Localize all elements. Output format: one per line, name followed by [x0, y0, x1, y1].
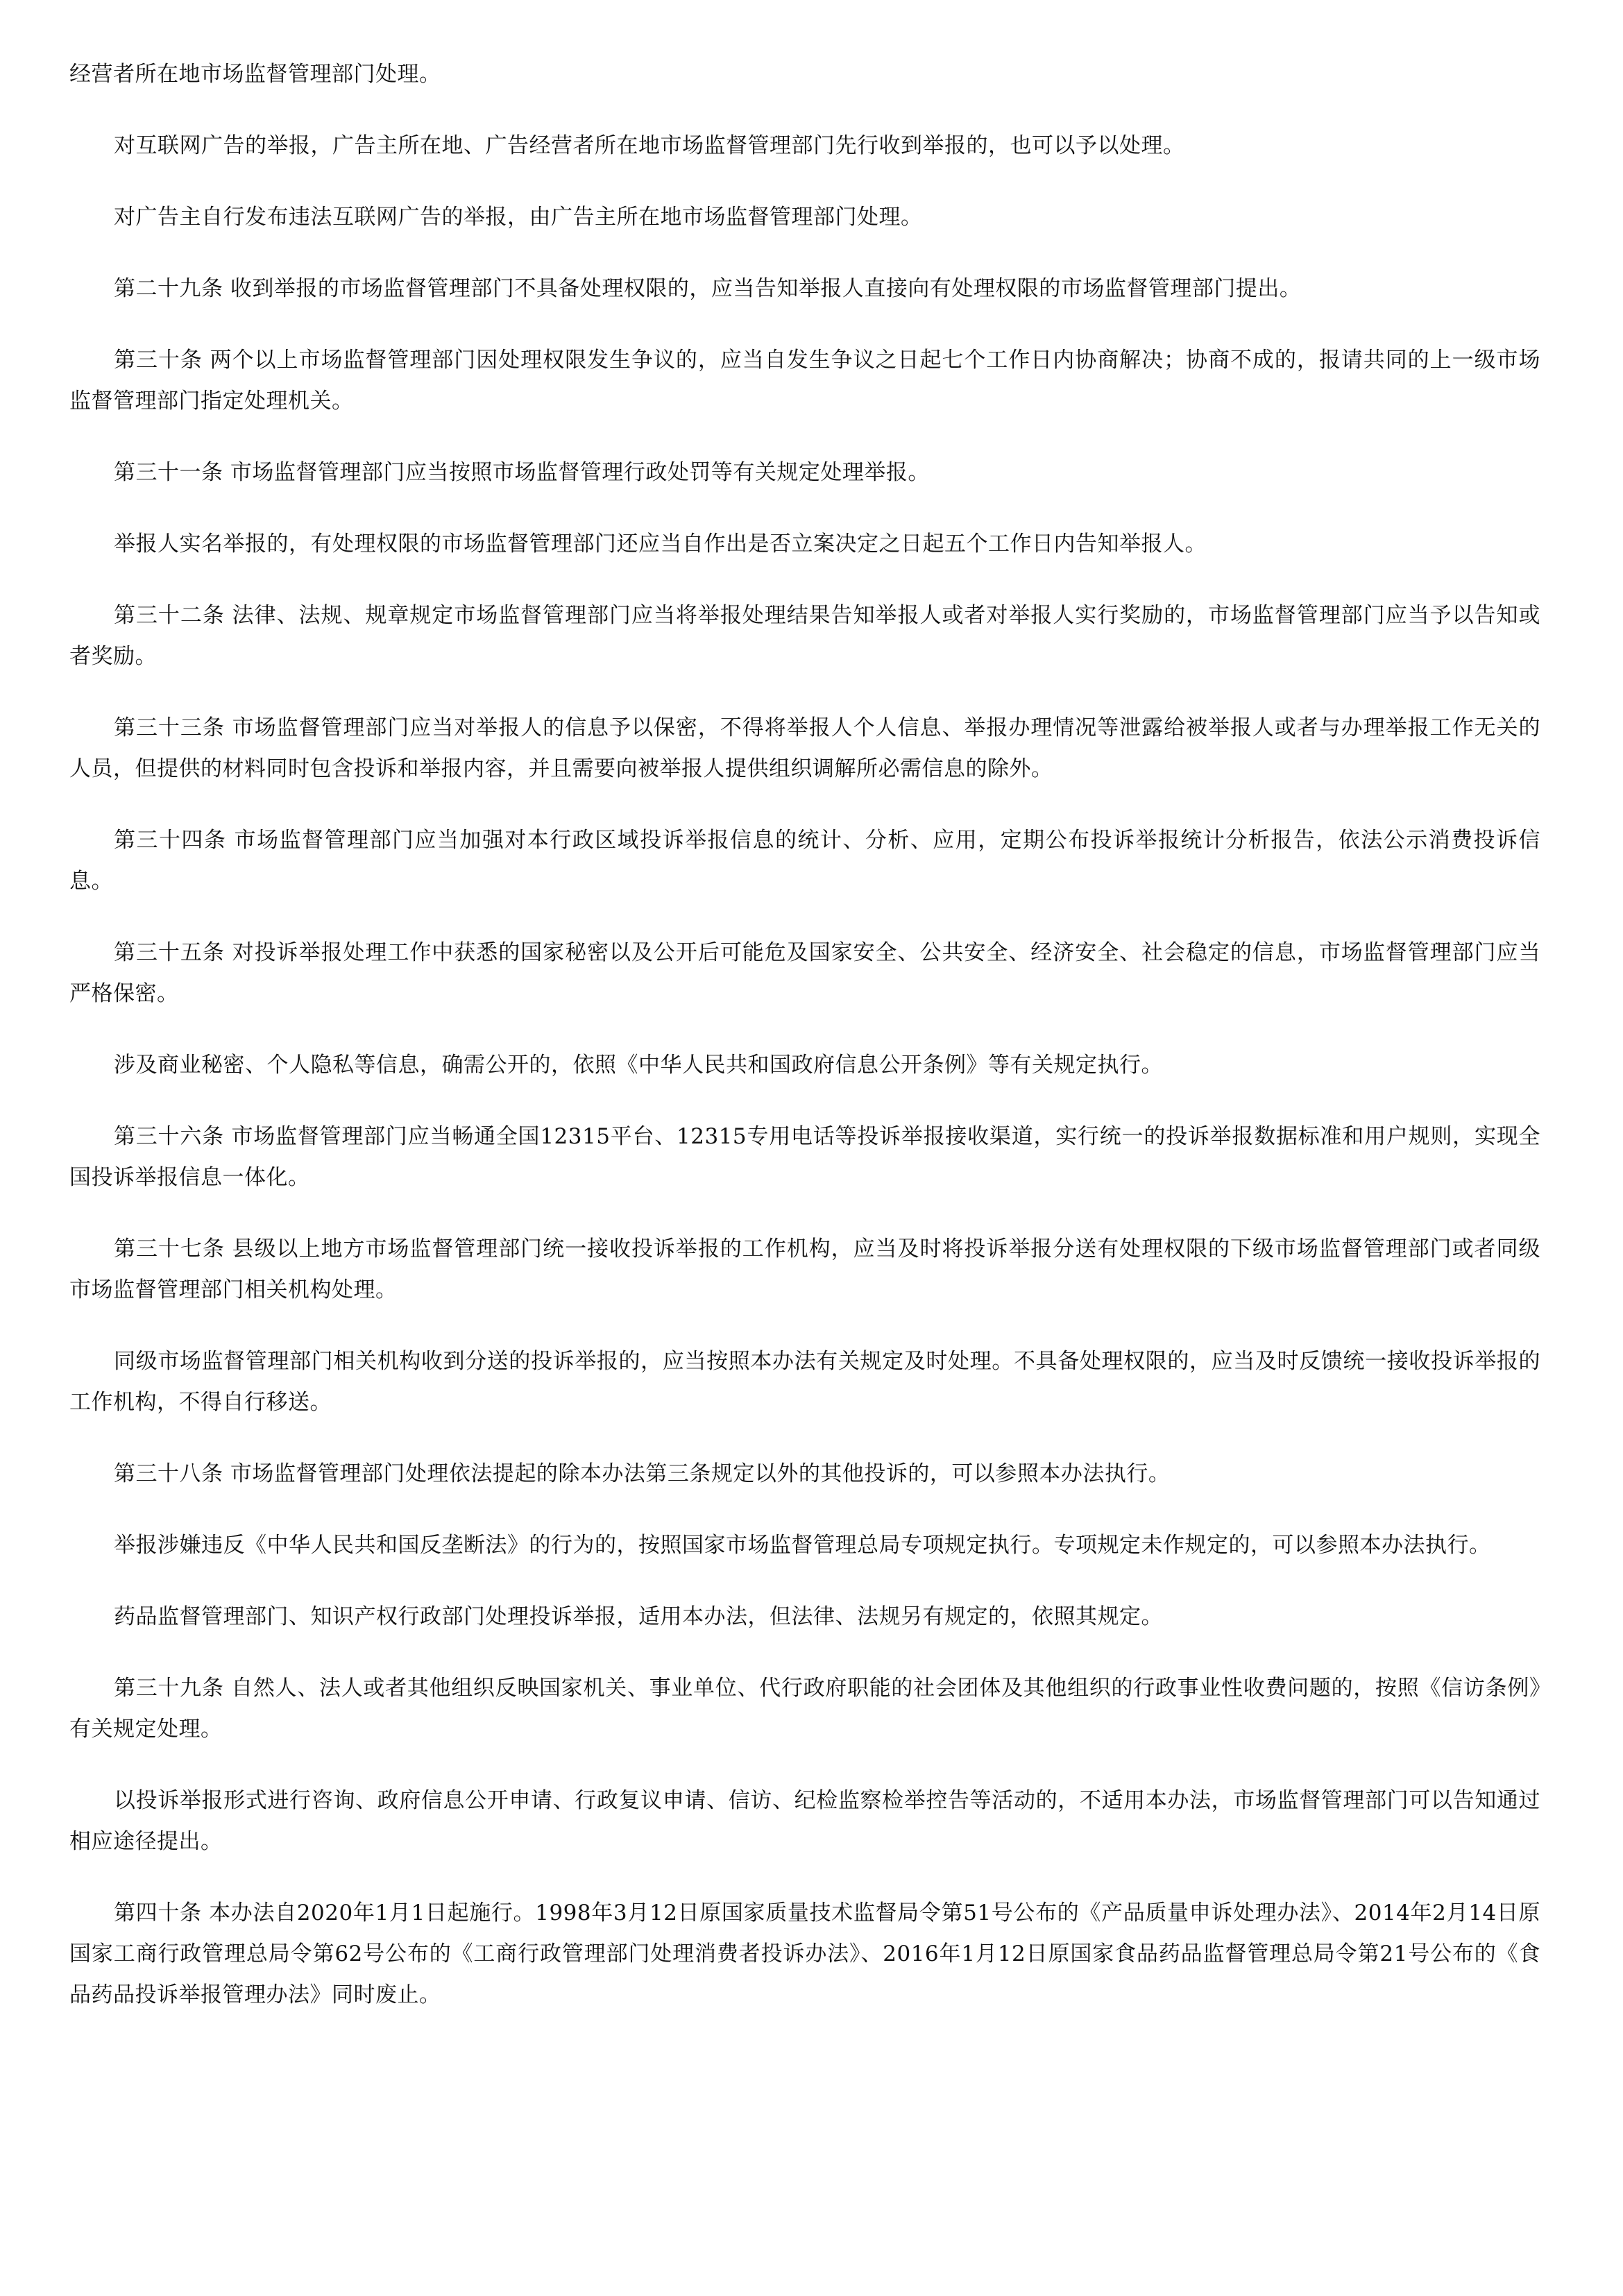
paragraph: 涉及商业秘密、个人隐私等信息，确需公开的，依照《中华人民共和国政府信息公开条例》等有关规定执行。	[114, 1053, 1163, 1078]
article-32: 第三十二条 法律、法规、规章规定市场监督管理部门应当将举报处理结果告知举报人或者对举报人实行奖励的，市场监督管理部门应当予以告知或者奖励。	[69, 603, 1540, 669]
paragraph: 举报涉嫌违反《中华人民共和国反垄断法》的行为的，按照国家市场监督管理总局专项规定执行。专项规定未作规定的，可以参照本办法执行。	[114, 1533, 1491, 1558]
article-34: 第三十四条 市场监督管理部门应当加强对本行政区域投诉举报信息的统计、分析、应用，定期公布投诉举报统计分析报告，依法公示消费投诉信息。	[69, 828, 1540, 894]
article-39: 第三十九条 自然人、法人或者其他组织反映国家机关、事业单位、代行政府职能的社会团体及其他组织的行政事业性收费问题的，按照《信访条例》有关规定处理。	[69, 1676, 1540, 1742]
paragraph: 举报人实名举报的，有处理权限的市场监督管理部门还应当自作出是否立案决定之日起五个工作日内告知举报人。	[114, 532, 1207, 556]
article-40: 第四十条 本办法自2020年1月1日起施行。1998年3月12日原国家质量技术监督局令第51号公布的《产品质量申诉处理办法》、2014年2月14日原国家工商行政管理总局令第62号公布的《工商行政管理部门处理消费者投诉办法》、2016年1月12日原国家食品药品监督管理总局令第21号公布的《食品药品投诉举报管理办法》同时废止。	[69, 1900, 1540, 2007]
article-36: 第三十六条 市场监督管理部门应当畅通全国12315平台、12315专用电话等投诉举报接收渠道，实行统一的投诉举报数据标准和用户规则，实现全国投诉举报信息一体化。	[69, 1124, 1540, 1190]
paragraph: 同级市场监督管理部门相关机构收到分送的投诉举报的，应当按照本办法有关规定及时处理。不具备处理权限的，应当及时反馈统一接收投诉举报的工作机构，不得自行移送。	[69, 1349, 1540, 1415]
article-37: 第三十七条 县级以上地方市场监督管理部门统一接收投诉举报的工作机构，应当及时将投诉举报分送有处理权限的下级市场监督管理部门或者同级市场监督管理部门相关机构处理。	[69, 1236, 1540, 1302]
article-31: 第三十一条 市场监督管理部门应当按照市场监督管理行政处罚等有关规定处理举报。	[114, 460, 930, 485]
document-page	[69, 54, 1540, 2046]
paragraph: 药品监督管理部门、知识产权行政部门处理投诉举报，适用本办法，但法律、法规另有规定的，依照其规定。	[114, 1604, 1163, 1629]
article-38: 第三十八条 市场监督管理部门处理依法提起的除本办法第三条规定以外的其他投诉的，可以参照本办法执行。	[114, 1461, 1171, 1486]
article-33: 第三十三条 市场监督管理部门应当对举报人的信息予以保密，不得将举报人个人信息、举报办理情况等泄露给被举报人或者与办理举报工作无关的人员，但提供的材料同时包含投诉和举报内容，并且需要向被举报人提供组织调解所必需信息的除外。	[69, 715, 1540, 781]
article-35: 第三十五条 对投诉举报处理工作中获悉的国家秘密以及公开后可能危及国家安全、公共安全、经济安全、社会稳定的信息，市场监督管理部门应当严格保密。	[69, 940, 1540, 1006]
article-30: 第三十条 两个以上市场监督管理部门因处理权限发生争议的，应当自发生争议之日起七个工作日内协商解决；协商不成的，报请共同的上一级市场监督管理部门指定处理机关。	[69, 348, 1540, 414]
paragraph: 以投诉举报形式进行咨询、政府信息公开申请、行政复议申请、信访、纪检监察检举控告等活动的，不适用本办法，市场监督管理部门可以告知通过相应途径提出。	[69, 1788, 1540, 1854]
paragraph: 经营者所在地市场监督管理部门处理。	[69, 62, 441, 87]
paragraph: 对互联网广告的举报，广告主所在地、广告经营者所在地市场监督管理部门先行收到举报的，也可以予以处理。	[114, 133, 1185, 158]
paragraph: 对广告主自行发布违法互联网广告的举报，由广告主所在地市场监督管理部门处理。	[114, 205, 923, 230]
article-29: 第二十九条 收到举报的市场监督管理部门不具备处理权限的，应当告知举报人直接向有处理权限的市场监督管理部门提出。	[114, 276, 1302, 301]
